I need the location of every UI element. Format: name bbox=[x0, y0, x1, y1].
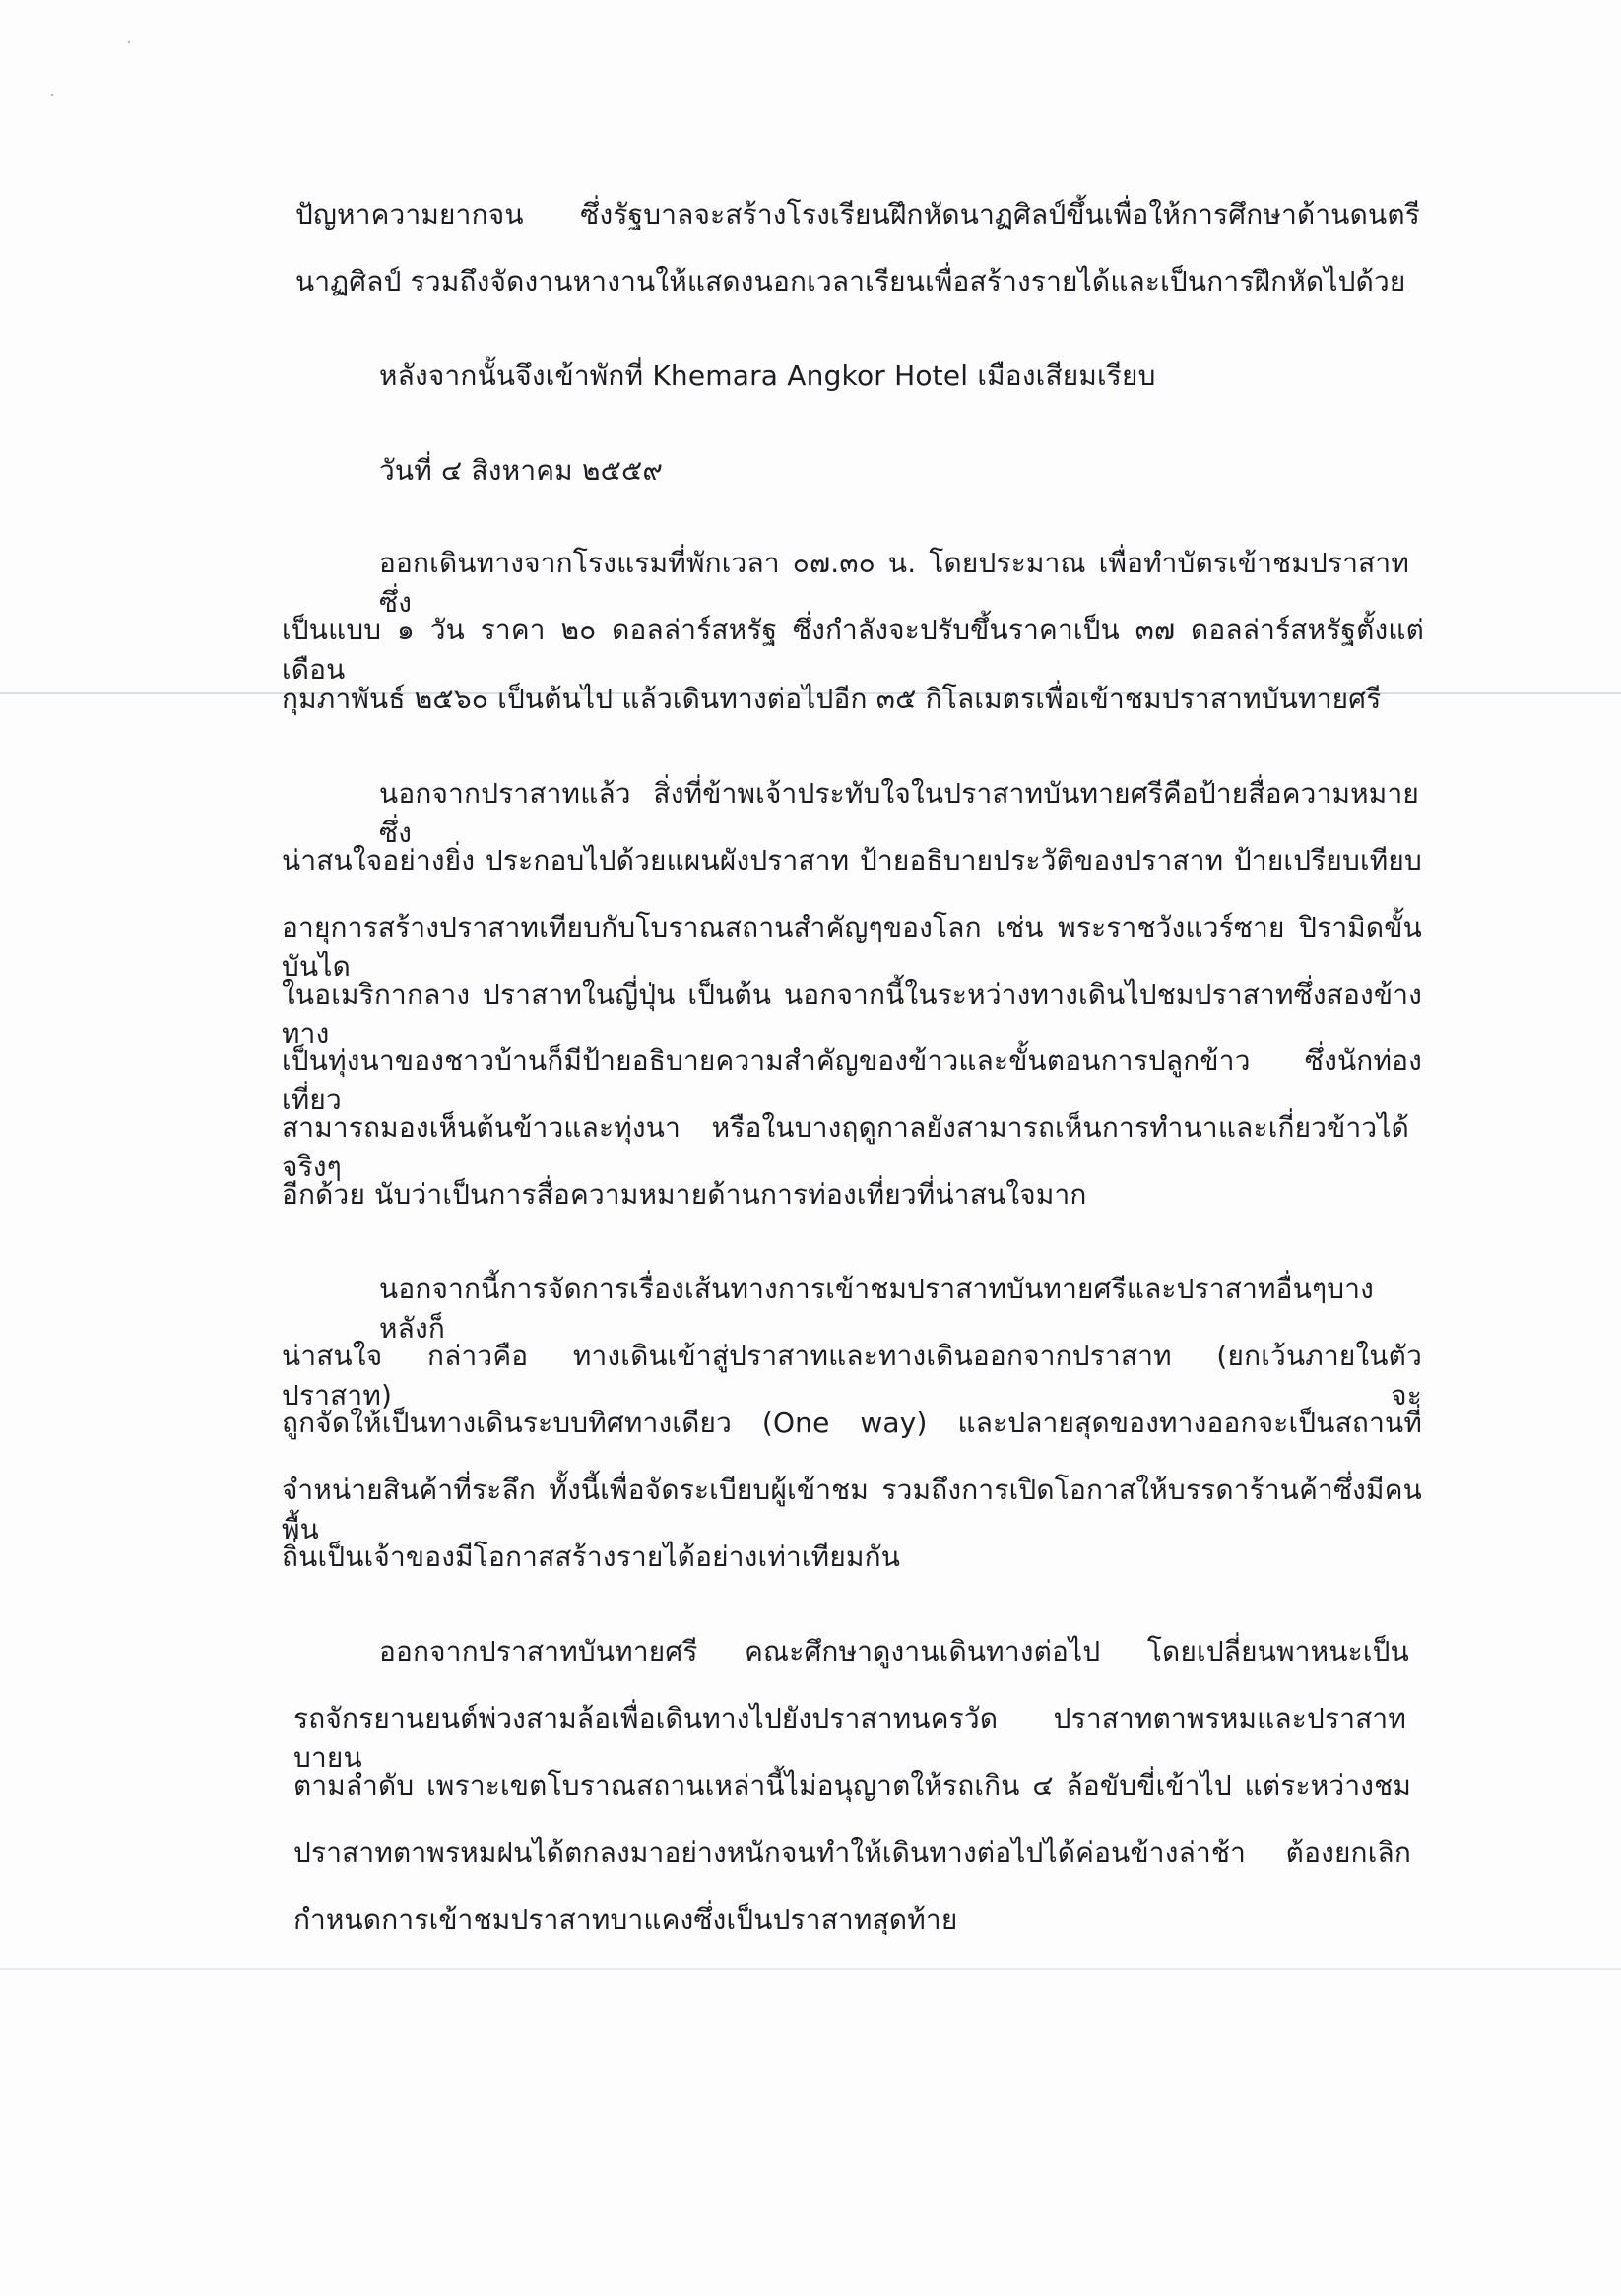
paragraph-line: กุมภาพันธ์ ๒๕๖๐ เป็นต้นไป แล้วเดินทางต่อไปอีก ๓๕ กิโลเมตรเพื่อเข้าชมปราสาทบันทายศรี bbox=[282, 683, 1382, 715]
paragraph-line: น่าสนใจ กล่าวคือ ทางเดินเข้าสู่ปราสาทและทางเดินออกจากปราสาท (ยกเว้นภายในตัวปราสาท) จะ bbox=[282, 1340, 1422, 1411]
paragraph-line: ในอเมริกากลาง ปราสาทในญี่ปุ่น เป็นต้น นอกจากนี้ในระหว่างทางเดินไปชมปราสาทซึ่งสองข้างทาง bbox=[282, 978, 1422, 1050]
scan-speck bbox=[51, 94, 53, 96]
date-heading: วันที่ ๔ สิงหาคม ๒๕๕๙ bbox=[379, 454, 664, 487]
paragraph-line: หลังจากนั้นจึงเข้าพักที่ Khemara Angkor Hotel เมืองเสียมเรียบ bbox=[379, 360, 1156, 392]
scan-speck bbox=[128, 41, 130, 43]
paragraph-line: อายุการสร้างปราสาทเทียบกับโบราณสถานสำคัญๆของโลก เช่น พระราชวังแวร์ซาย ปิรามิดขั้นบันได bbox=[282, 911, 1422, 983]
paragraph-line: ออกเดินทางจากโรงแรมที่พักเวลา ๐๗.๓๐ น. โดยประมาณ เพื่อทำบัตรเข้าชมปราสาท ซึ่ง bbox=[379, 547, 1409, 619]
scan-artifact-line bbox=[0, 1968, 1621, 1970]
paragraph-line: ตามลำดับ เพราะเขตโบราณสถานเหล่านี้ไม่อนุญาตให้รถเกิน ๔ ล้อขับขี่เข้าไป แต่ระหว่างชม bbox=[293, 1769, 1411, 1802]
paragraph-line: รถจักรยานยนต์พ่วงสามล้อเพื่อเดินทางไปยังปราสาทนครวัด ปราสาทตาพรหมและปราสาทบายน bbox=[293, 1702, 1406, 1774]
paragraph-line: ถูกจัดให้เป็นทางเดินระบบทิศทางเดียว (One way) และปลายสุดของทางออกจะเป็นสถานที่ bbox=[282, 1407, 1422, 1439]
paragraph-line: ออกจากปราสาทบันทายศรี คณะศึกษาดูงานเดินทางต่อไป โดยเปลี่ยนพาหนะเป็น bbox=[379, 1635, 1409, 1668]
paragraph-line: นาฏศิลป์ รวมถึงจัดงานหางานให้แสดงนอกเวลาเรียนเพื่อสร้างรายได้และเป็นการฝึกหัดไปด้วย bbox=[295, 265, 1406, 297]
paragraph-line: ถิ่นเป็นเจ้าของมีโอกาสสร้างรายได้อย่างเท่าเทียมกัน bbox=[282, 1541, 901, 1573]
paragraph-line: ปราสาทตาพรหมฝนได้ตกลงมาอย่างหนักจนทำให้เดินทางต่อไปได้ค่อนข้างล่าช้า ต้องยกเลิก bbox=[293, 1836, 1411, 1869]
paragraph-line: ปัญหาความยากจน ซึ่งรัฐบาลจะสร้างโรงเรียนฝึกหัดนาฏศิลป์ขึ้นเพื่อให้การศึกษาด้านดนตรี bbox=[295, 198, 1420, 230]
paragraph-line: นอกจากนี้การจัดการเรื่องเส้นทางการเข้าชมปราสาทบันทายศรีและปราสาทอื่นๆบางหลังก็ bbox=[379, 1273, 1375, 1345]
paragraph-line: น่าสนใจอย่างยิ่ง ประกอบไปด้วยแผนผังปราสาท ป้ายอธิบายประวัติของปราสาท ป้ายเปรียบเทียบ bbox=[282, 844, 1422, 877]
paragraph-line: นอกจากปราสาทแล้ว สิ่งที่ข้าพเจ้าประทับใจในปราสาทบันทายศรีคือป้ายสื่อความหมายซึ่ง bbox=[379, 777, 1419, 849]
paragraph-line: จำหน่ายสินค้าที่ระลึก ทั้งนี้เพื่อจัดระเบียบผู้เข้าชม รวมถึงการเปิดโอกาสให้บรรดาร้านค้าซึ่งมีคนพื้น bbox=[282, 1474, 1422, 1545]
paragraph-line: เป็นแบบ ๑ วัน ราคา ๒๐ ดอลล่าร์สหรัฐ ซึ่งกำลังจะปรับขึ้นราคาเป็น ๓๗ ดอลล่าร์สหรัฐตั้งแต่เดือน bbox=[282, 614, 1424, 686]
paragraph-line: อีกด้วย นับว่าเป็นการสื่อความหมายด้านการท่องเที่ยวที่น่าสนใจมาก bbox=[282, 1178, 1087, 1211]
paragraph-line: สามารถมองเห็นต้นข้าวและทุ่งนา หรือในบางฤดูกาลยังสามารถเห็นการทำนาและเกี่ยวข้าวได้จริงๆ bbox=[282, 1111, 1409, 1183]
paragraph-line: กำหนดการเข้าชมปราสาทบาแคงซึ่งเป็นปราสาทสุดท้าย bbox=[293, 1903, 958, 1935]
paragraph-line: เป็นทุ่งนาของชาวบ้านก็มีป้ายอธิบายความสำคัญของข้าวและขั้นตอนการปลูกข้าว ซึ่งนักท่องเที่ยว bbox=[282, 1044, 1422, 1116]
